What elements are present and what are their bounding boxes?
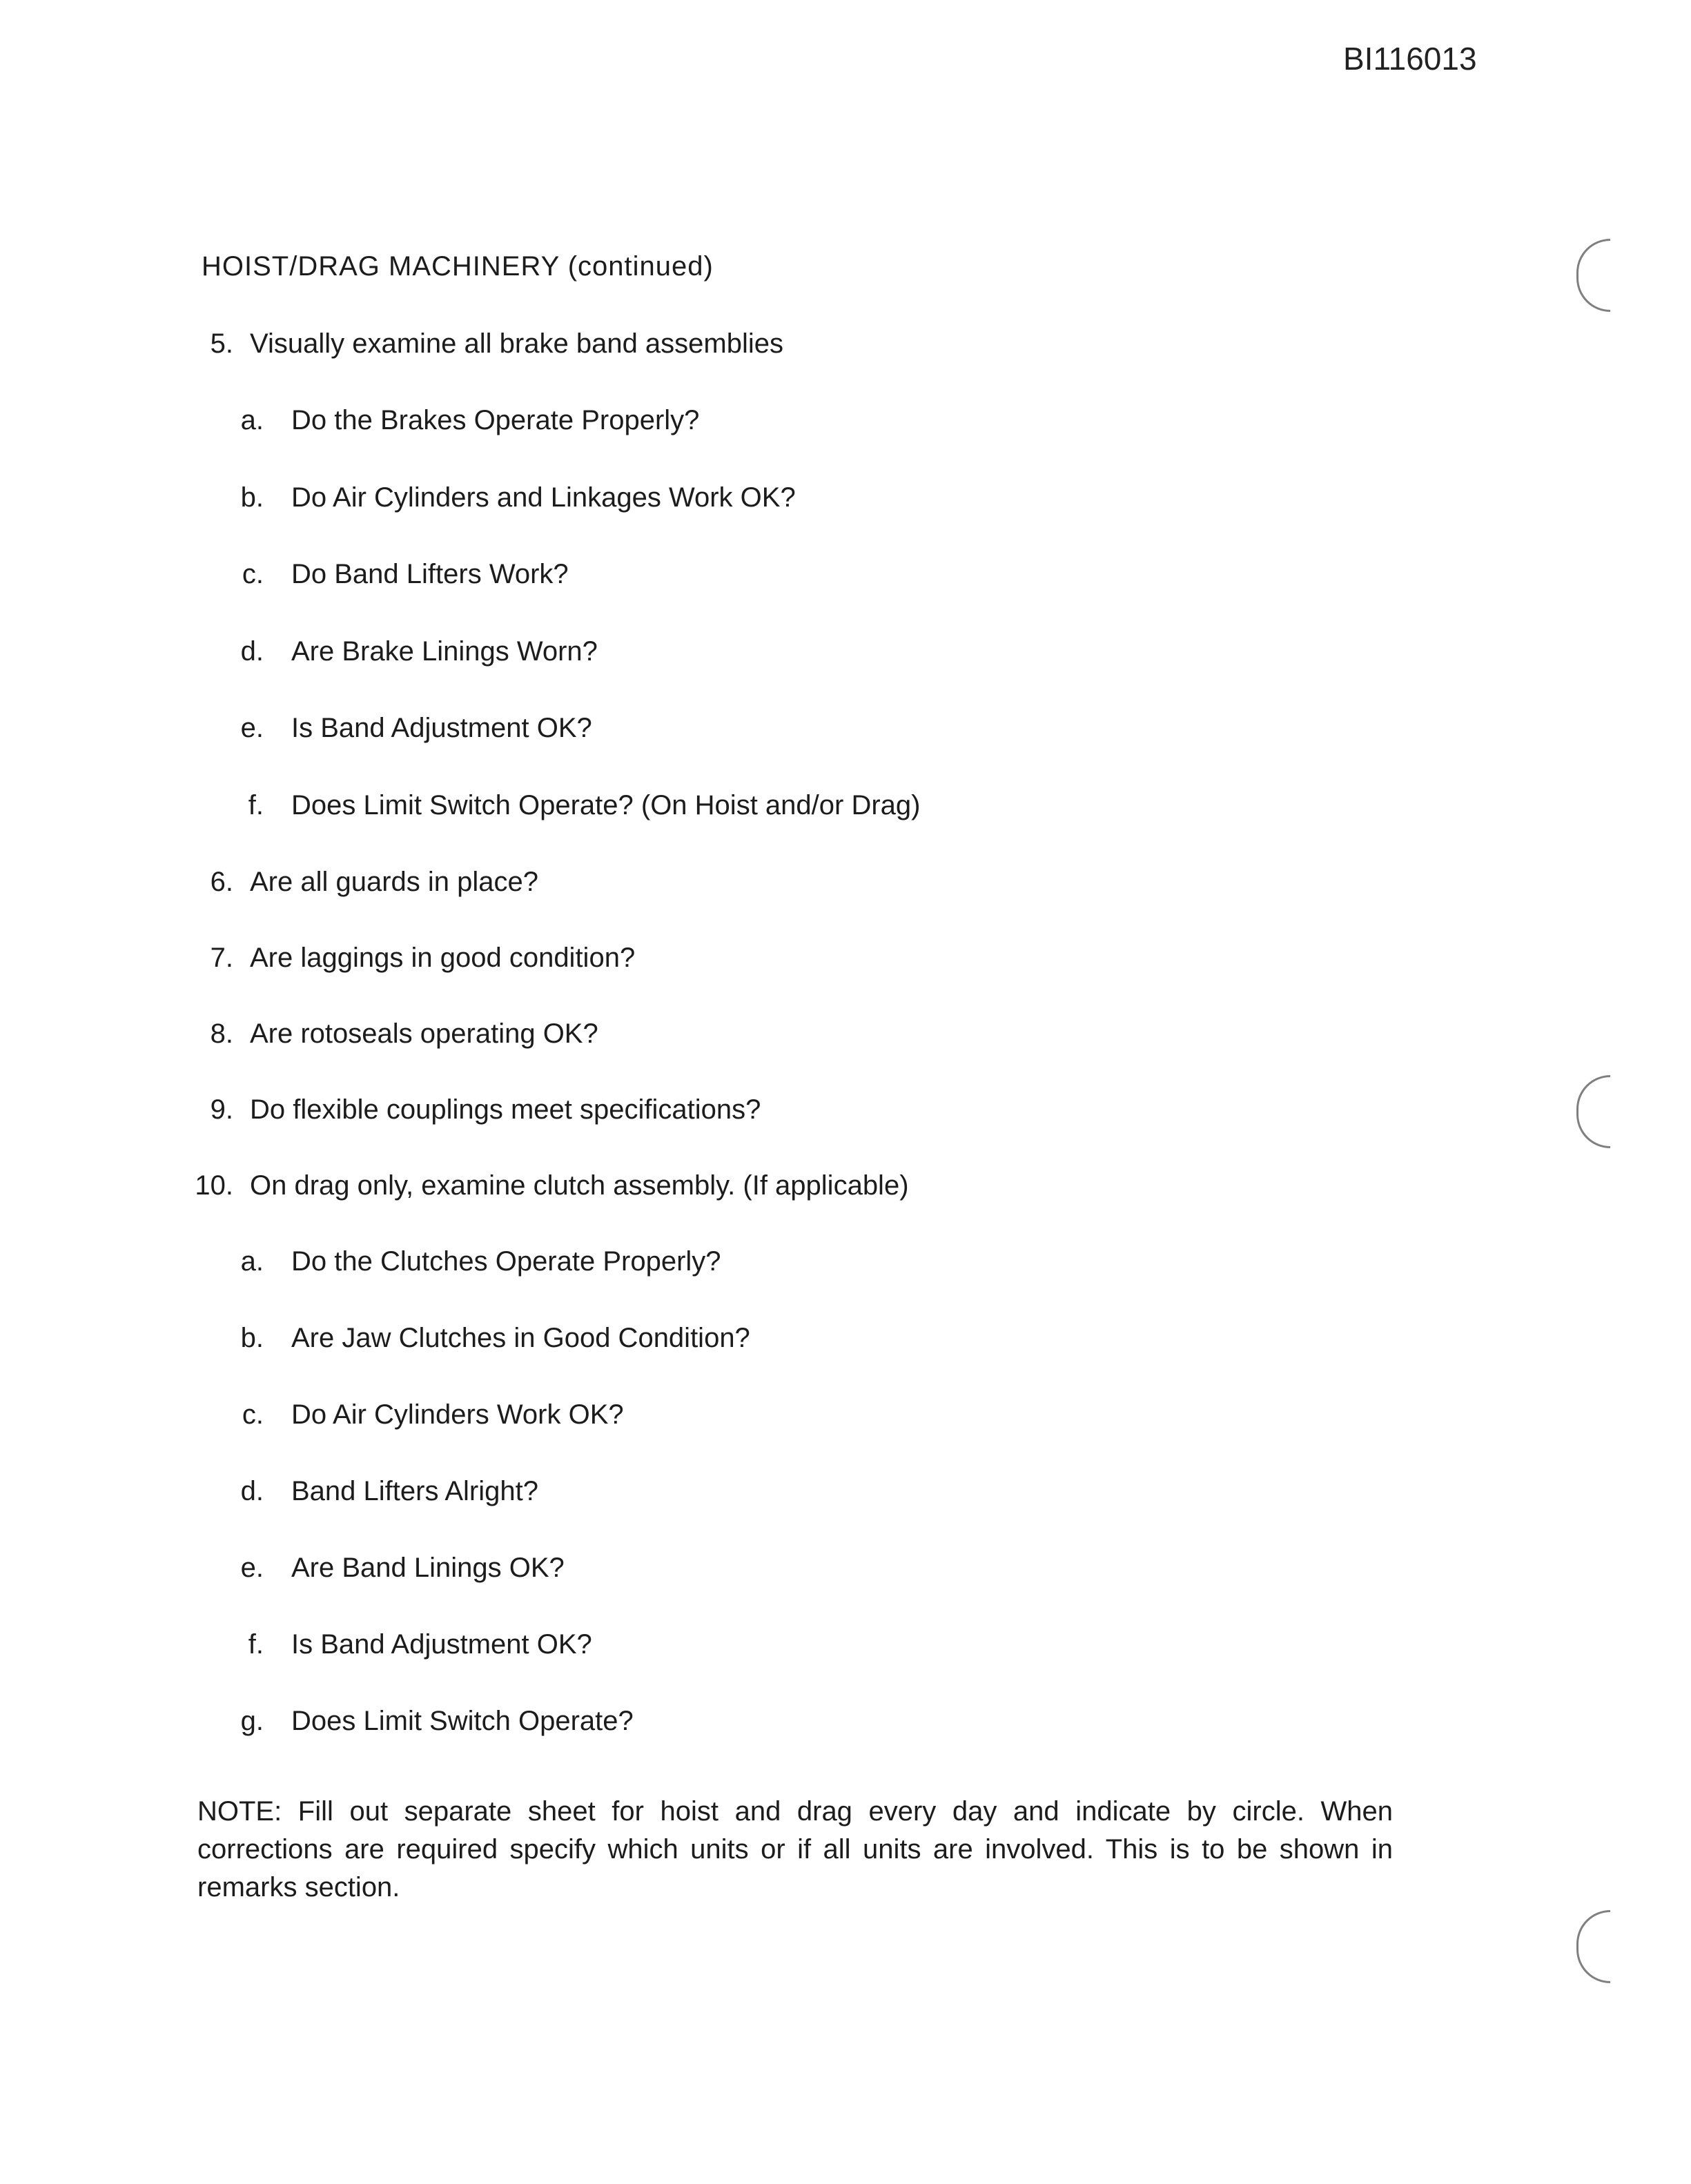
- item-text: Are all guards in place?: [250, 867, 539, 897]
- item-number: 8.: [210, 1019, 233, 1049]
- item-letter: e.: [240, 1553, 264, 1583]
- item-text: Do Air Cylinders and Linkages Work OK?: [291, 482, 796, 513]
- list-item-8: [186, 1017, 598, 1050]
- item-text: Are Jaw Clutches in Good Condition?: [291, 1323, 750, 1353]
- sub-item-5b: [239, 481, 796, 514]
- item-letter: c.: [242, 559, 264, 589]
- list-item-10: [186, 1169, 909, 1202]
- punch-hole-mark: [1576, 1075, 1610, 1148]
- list-item-7: [186, 941, 635, 974]
- section-title: HOIST/DRAG MACHINERY (continued): [202, 251, 714, 282]
- list-item-5: [186, 327, 783, 360]
- item-letter: a.: [240, 1246, 264, 1277]
- sub-item-10f: [239, 1628, 592, 1661]
- item-text: Are Brake Linings Worn?: [291, 636, 598, 667]
- sub-item-10a: [239, 1245, 721, 1278]
- item-letter: g.: [240, 1706, 264, 1736]
- item-text: Are laggings in good condition?: [250, 943, 636, 973]
- note-paragraph: NOTE: Fill out separate sheet for hoist and drag every day and indicate by circle. When corrections are required specify which units or if all units are involved. This is to be shown in remarks section.: [197, 1796, 1393, 1902]
- item-letter: b.: [240, 482, 264, 513]
- item-text: Do Band Lifters Work?: [291, 559, 569, 589]
- item-text: Do Air Cylinders Work OK?: [291, 1399, 624, 1430]
- item-text: Is Band Adjustment OK?: [291, 713, 592, 743]
- sub-item-5d: [239, 635, 598, 668]
- item-letter: d.: [240, 636, 264, 667]
- list-item-9: [186, 1093, 761, 1126]
- item-text: Do flexible couplings meet specifications?: [250, 1094, 761, 1125]
- sub-item-10d: [239, 1475, 538, 1508]
- sub-item-5c: [239, 558, 569, 591]
- item-number: 9.: [210, 1094, 233, 1125]
- item-text: On drag only, examine clutch assembly. (If applicable): [250, 1170, 909, 1201]
- item-text: Are Band Linings OK?: [291, 1553, 565, 1583]
- item-letter: d.: [240, 1476, 264, 1506]
- sub-item-10e: [239, 1551, 565, 1584]
- item-text: Does Limit Switch Operate?: [291, 1706, 634, 1736]
- item-text: Do the Brakes Operate Properly?: [291, 405, 700, 435]
- item-letter: f.: [248, 1629, 264, 1660]
- item-text: Does Limit Switch Operate? (On Hoist and/or Drag): [291, 790, 921, 820]
- item-letter: c.: [242, 1399, 264, 1430]
- item-number: 6.: [210, 867, 233, 897]
- punch-hole-mark: [1576, 239, 1610, 312]
- sub-item-5e: [239, 711, 592, 745]
- list-item-6: [186, 865, 538, 898]
- item-text: Is Band Adjustment OK?: [291, 1629, 592, 1660]
- item-number: 7.: [210, 943, 233, 973]
- sub-item-10g: [239, 1704, 634, 1738]
- sub-item-10b: [239, 1321, 750, 1355]
- item-letter: a.: [240, 405, 264, 435]
- item-text: Do the Clutches Operate Properly?: [291, 1246, 721, 1277]
- item-text: Visually examine all brake band assemblies: [250, 328, 784, 359]
- item-text: Band Lifters Alright?: [291, 1476, 538, 1506]
- sub-item-10c: [239, 1398, 624, 1431]
- item-number: 5.: [210, 328, 233, 359]
- punch-hole-mark: [1576, 1910, 1610, 1983]
- sub-item-5a: [239, 404, 699, 437]
- item-letter: e.: [240, 713, 264, 743]
- item-text: Are rotoseals operating OK?: [250, 1019, 598, 1049]
- item-number: 10.: [195, 1170, 233, 1201]
- item-letter: b.: [240, 1323, 264, 1353]
- item-letter: f.: [248, 790, 264, 820]
- document-id: BI116013: [1343, 41, 1477, 77]
- sub-item-5f: [239, 789, 920, 822]
